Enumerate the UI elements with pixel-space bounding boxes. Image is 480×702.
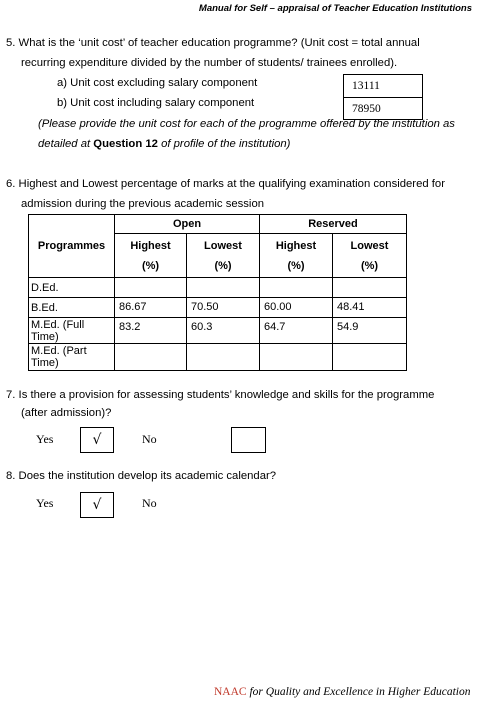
marks-table <box>28 214 407 371</box>
cell-open-low[interactable]: 60.3 <box>187 318 260 344</box>
cell-open-high[interactable] <box>115 344 187 371</box>
row-programme: D.Ed. <box>29 278 115 298</box>
cell-res-high[interactable]: 60.00 <box>260 298 333 318</box>
q5-a-label: a) Unit cost excluding salary component <box>57 77 258 89</box>
col-open-lowest: Lowest (%) <box>187 234 260 278</box>
group-reserved: Reserved <box>260 215 407 234</box>
table-header-row <box>29 215 407 234</box>
q7-no-checkbox[interactable] <box>231 427 266 453</box>
q7-text-line1: 7. Is there a provision for assessing students’ knowledge and skills for the programme <box>6 389 435 401</box>
q8-yes-checkbox[interactable]: √ <box>80 492 114 518</box>
row-programme: B.Ed. <box>29 298 115 318</box>
cell-open-high[interactable] <box>115 278 187 298</box>
cell-res-high[interactable] <box>260 344 333 371</box>
q5-text-line2: recurring expenditure divided by the number of students/ trainees enrolled). <box>21 57 398 69</box>
cell-res-low[interactable]: 54.9 <box>333 318 407 344</box>
cell-open-high[interactable]: 86.67 <box>115 298 187 318</box>
col-open-highest: Highest (%) <box>115 234 187 278</box>
cell-res-low[interactable] <box>333 344 407 371</box>
q5-text-line1: 5. What is the ‘unit cost’ of teacher education programme? (Unit cost = total annual <box>6 37 420 49</box>
q5-b-label: b) Unit cost including salary component <box>57 97 255 109</box>
q5-note-line2 <box>38 134 290 154</box>
row-programme: M.Ed. (Full Time) <box>29 318 115 344</box>
q7-yes-label: Yes <box>36 432 54 446</box>
q5-note-line1: (Please provide the unit cost for each of the programme offered by the institution as <box>38 118 455 130</box>
cell-res-low[interactable] <box>333 278 407 298</box>
q8-text-line1: 8. Does the institution develop its academic calendar? <box>6 470 277 482</box>
q6-text-line1: 6. Highest and Lowest percentage of marks at the qualifying examination considered for <box>6 178 445 190</box>
footer-brand: NAAC <box>214 686 247 698</box>
q8-no-label: No <box>142 496 157 510</box>
q7-no-label: No <box>142 432 157 446</box>
running-header: Manual for Self – appraisal of Teacher Education Institutions <box>198 3 472 14</box>
cell-res-high[interactable] <box>260 278 333 298</box>
q5-b-value: 78950 <box>352 103 381 115</box>
cell-open-high[interactable]: 83.2 <box>115 318 187 344</box>
footer <box>214 686 470 698</box>
cell-res-low[interactable]: 48.41 <box>333 298 407 318</box>
col-res-lowest: Lowest (%) <box>333 234 407 278</box>
cell-open-low[interactable] <box>187 278 260 298</box>
q5-note-post: of profile of the institution) <box>157 138 291 150</box>
cell-open-low[interactable] <box>187 344 260 371</box>
footer-tagline: for Quality and Excellence in Higher Education <box>246 686 471 698</box>
cell-res-high[interactable]: 64.7 <box>260 318 333 344</box>
table-row <box>29 318 407 344</box>
row-programme: M.Ed. (Part Time) <box>29 344 115 371</box>
group-open: Open <box>115 215 260 234</box>
q5-note-pre: detailed at <box>38 138 94 150</box>
col-res-highest: Highest (%) <box>260 234 333 278</box>
q7-text-line2: (after admission)? <box>21 407 112 419</box>
q5-note-question-ref: Question 12 <box>93 138 158 150</box>
q5-a-value-field[interactable] <box>343 74 423 98</box>
table-row <box>29 298 407 318</box>
table-row <box>29 344 407 371</box>
q8-yes-label: Yes <box>36 496 54 510</box>
q5-a-value: 13111 <box>352 80 380 92</box>
col-programmes: Programmes <box>29 215 115 278</box>
q7-yes-checkbox[interactable]: √ <box>80 427 114 453</box>
q6-text-line2: admission during the previous academic session <box>21 198 265 210</box>
table-row <box>29 278 407 298</box>
cell-open-low[interactable]: 70.50 <box>187 298 260 318</box>
